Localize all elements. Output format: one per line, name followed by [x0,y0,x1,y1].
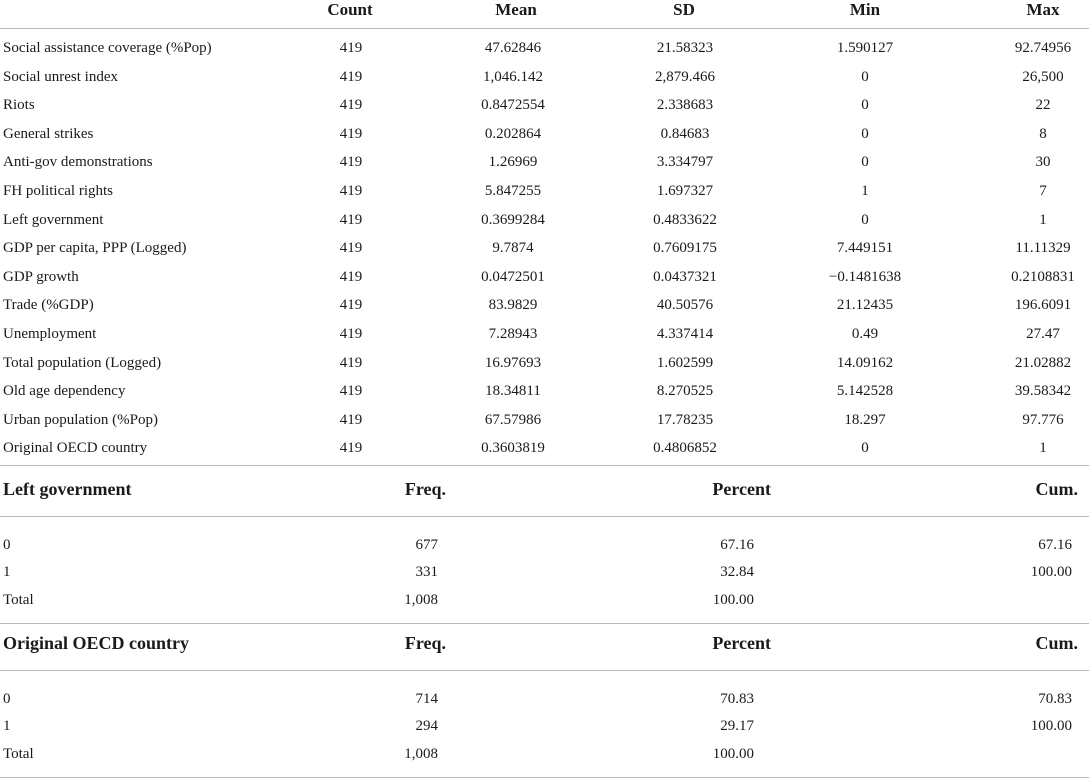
cell-count: 419 [339,440,363,457]
row-label: GDP per capita, PPP (Logged) [3,240,187,257]
cell-mean: 7.28943 [488,325,538,342]
cell-count: 419 [339,325,363,342]
cell-mean: 9.7874 [492,240,534,257]
cum-header: Cum. [1035,479,1078,499]
freq-row [0,535,1089,557]
cell-max: 97.776 [1022,411,1064,428]
percent-cell: 100.00 [712,592,754,608]
cell-max: 27.47 [1026,325,1060,342]
column-header-min: Min [849,0,881,19]
cell-mean: 18.34811 [485,383,541,400]
table-row [0,381,1089,410]
cell-count: 419 [339,154,363,171]
row-label: Old age dependency [3,383,126,400]
cum-header: Cum. [1035,633,1078,653]
table-row [0,95,1089,124]
cell-min: 7.449151 [836,240,894,257]
cell-sd: 0.7609175 [653,240,717,257]
cell-mean: 0.0472501 [481,268,545,285]
column-header-mean: Mean [495,0,537,19]
cell-max: 1 [1039,440,1047,457]
cell-min: 0 [861,440,869,457]
cell-min: 0 [861,68,869,85]
cell-sd: 0.4806852 [653,440,717,457]
cell-max: 7 [1039,182,1047,199]
freq-row [0,744,1089,766]
percent-cell: 67.16 [720,537,754,553]
cum-cell: 67.16 [1038,537,1072,553]
section-divider [0,623,1089,624]
cell-min: 0 [861,97,869,114]
percent-header: Percent [712,479,771,499]
percent-cell: 100.00 [712,746,754,762]
cell-min: 14.09162 [836,354,894,371]
cell-mean: 0.8472554 [481,97,545,114]
table-row [0,210,1089,239]
freq-cell: 1,008 [404,746,438,762]
cell-count: 419 [339,240,363,257]
freq-row-label: 0 [3,537,11,553]
table-row [0,152,1089,181]
table-row [0,438,1089,467]
row-label: General strikes [3,125,94,142]
table-row [0,181,1089,210]
row-label: Original OECD country [3,440,148,457]
column-header-sd: SD [673,0,695,19]
table-row [0,353,1089,382]
cell-mean: 5.847255 [484,182,542,199]
freq-row-label: 1 [3,718,11,734]
freq-cell: 714 [415,691,438,707]
cell-sd: 2.338683 [656,97,714,114]
cell-mean: 0.202864 [484,125,542,142]
cell-min: −0.1481638 [828,268,902,285]
cell-min: 21.12435 [836,297,894,314]
cell-min: 5.142528 [836,383,894,400]
row-label: Social unrest index [3,68,118,85]
cell-sd: 8.270525 [656,383,714,400]
cum-cell: 100.00 [1030,564,1072,580]
row-label: Total population (Logged) [3,354,162,371]
cell-max: 26,500 [1022,68,1064,85]
cell-count: 419 [339,383,363,400]
freq-cell: 294 [415,718,438,734]
summary-table-body [0,38,1089,467]
freq-header-divider [0,516,1089,517]
cell-count: 419 [339,125,363,142]
cell-min: 1.590127 [836,40,894,56]
cell-max: 196.6091 [1014,297,1072,314]
cell-min: 0 [861,154,869,171]
table-bottom-divider [0,777,1089,778]
cell-max: 11.11329 [1015,240,1071,257]
freq-row [0,562,1089,584]
table-row [0,410,1089,439]
cell-min: 18.297 [844,411,886,428]
cell-mean: 67.57986 [484,411,542,428]
cell-sd: 0.4833622 [653,211,717,228]
cum-cell: 70.83 [1038,691,1072,707]
cell-max: 22 [1035,97,1051,114]
cell-count: 419 [339,268,363,285]
cell-min: 0 [861,125,869,142]
freq-table-title: Left government [3,479,132,499]
percent-cell: 70.83 [720,691,754,707]
cell-count: 419 [339,211,363,228]
freq-row [0,689,1089,711]
cell-sd: 21.58323 [656,40,714,56]
cell-sd: 2,879.466 [655,68,715,85]
freq-cell: 331 [415,564,438,580]
cell-sd: 4.337414 [656,325,714,342]
cell-count: 419 [339,411,363,428]
freq-row-label: 1 [3,564,11,580]
row-label: Left government [3,211,104,228]
cell-mean: 83.9829 [488,297,538,314]
cell-sd: 0.0437321 [653,268,717,285]
row-label: Riots [3,97,35,114]
cum-cell: 100.00 [1030,718,1072,734]
cell-max: 8 [1039,125,1047,142]
cell-max: 39.58342 [1014,383,1072,400]
row-label: Social assistance coverage (%Pop) [3,40,212,56]
cell-mean: 0.3603819 [481,440,545,457]
cell-sd: 3.334797 [656,154,714,171]
cell-sd: 40.50576 [656,297,714,314]
cell-mean: 47.62846 [484,40,542,56]
table-row [0,324,1089,353]
row-label: Anti-gov demonstrations [3,154,153,171]
percent-cell: 29.17 [720,718,754,734]
freq-header-divider [0,670,1089,671]
cell-count: 419 [339,182,363,199]
cell-mean: 1,046.142 [483,68,543,85]
cell-max: 21.02882 [1014,354,1072,371]
table-row [0,295,1089,324]
row-label: GDP growth [3,268,79,285]
cell-mean: 1.26969 [488,154,538,171]
table-row [0,267,1089,296]
cell-max: 92.74956 [1014,40,1072,56]
cell-sd: 1.697327 [656,182,714,199]
cell-sd: 17.78235 [656,411,714,428]
cell-mean: 16.97693 [484,354,542,371]
percent-cell: 32.84 [720,564,754,580]
cell-sd: 0.84683 [660,125,710,142]
cell-max: 1 [1039,211,1047,228]
freq-header: Freq. [404,479,446,499]
column-header-count: Count [327,0,373,19]
row-label: Unemployment [3,325,97,342]
summary-table-header [0,0,1089,20]
row-label: Urban population (%Pop) [3,411,158,428]
cell-min: 0.49 [851,325,879,342]
freq-cell: 677 [415,537,438,553]
row-label: Trade (%GDP) [3,297,94,314]
cell-mean: 0.3699284 [481,211,545,228]
percent-header: Percent [712,633,771,653]
cell-count: 419 [339,40,363,56]
row-label: FH political rights [3,182,113,199]
cell-max: 30 [1035,154,1051,171]
table-row [0,38,1089,67]
cell-count: 419 [339,354,363,371]
cell-sd: 1.602599 [656,354,714,371]
cell-count: 419 [339,97,363,114]
cell-count: 419 [339,68,363,85]
header-divider [0,28,1089,29]
column-header-max: Max [1026,0,1060,19]
freq-cell: 1,008 [404,592,438,608]
cell-min: 1 [861,182,869,199]
cell-count: 419 [339,297,363,314]
freq-table-title: Original OECD country [3,633,190,653]
table-row [0,67,1089,96]
cell-max: 0.2108831 [1011,268,1075,285]
table-row [0,238,1089,267]
freq-row-label: 0 [3,691,11,707]
cell-min: 0 [861,211,869,228]
freq-header: Freq. [404,633,446,653]
freq-row [0,590,1089,612]
summary-bottom-divider [0,465,1089,466]
freq-row-label: Total [3,746,34,762]
freq-row [0,716,1089,738]
table-row [0,124,1089,153]
freq-row-label: Total [3,592,34,608]
